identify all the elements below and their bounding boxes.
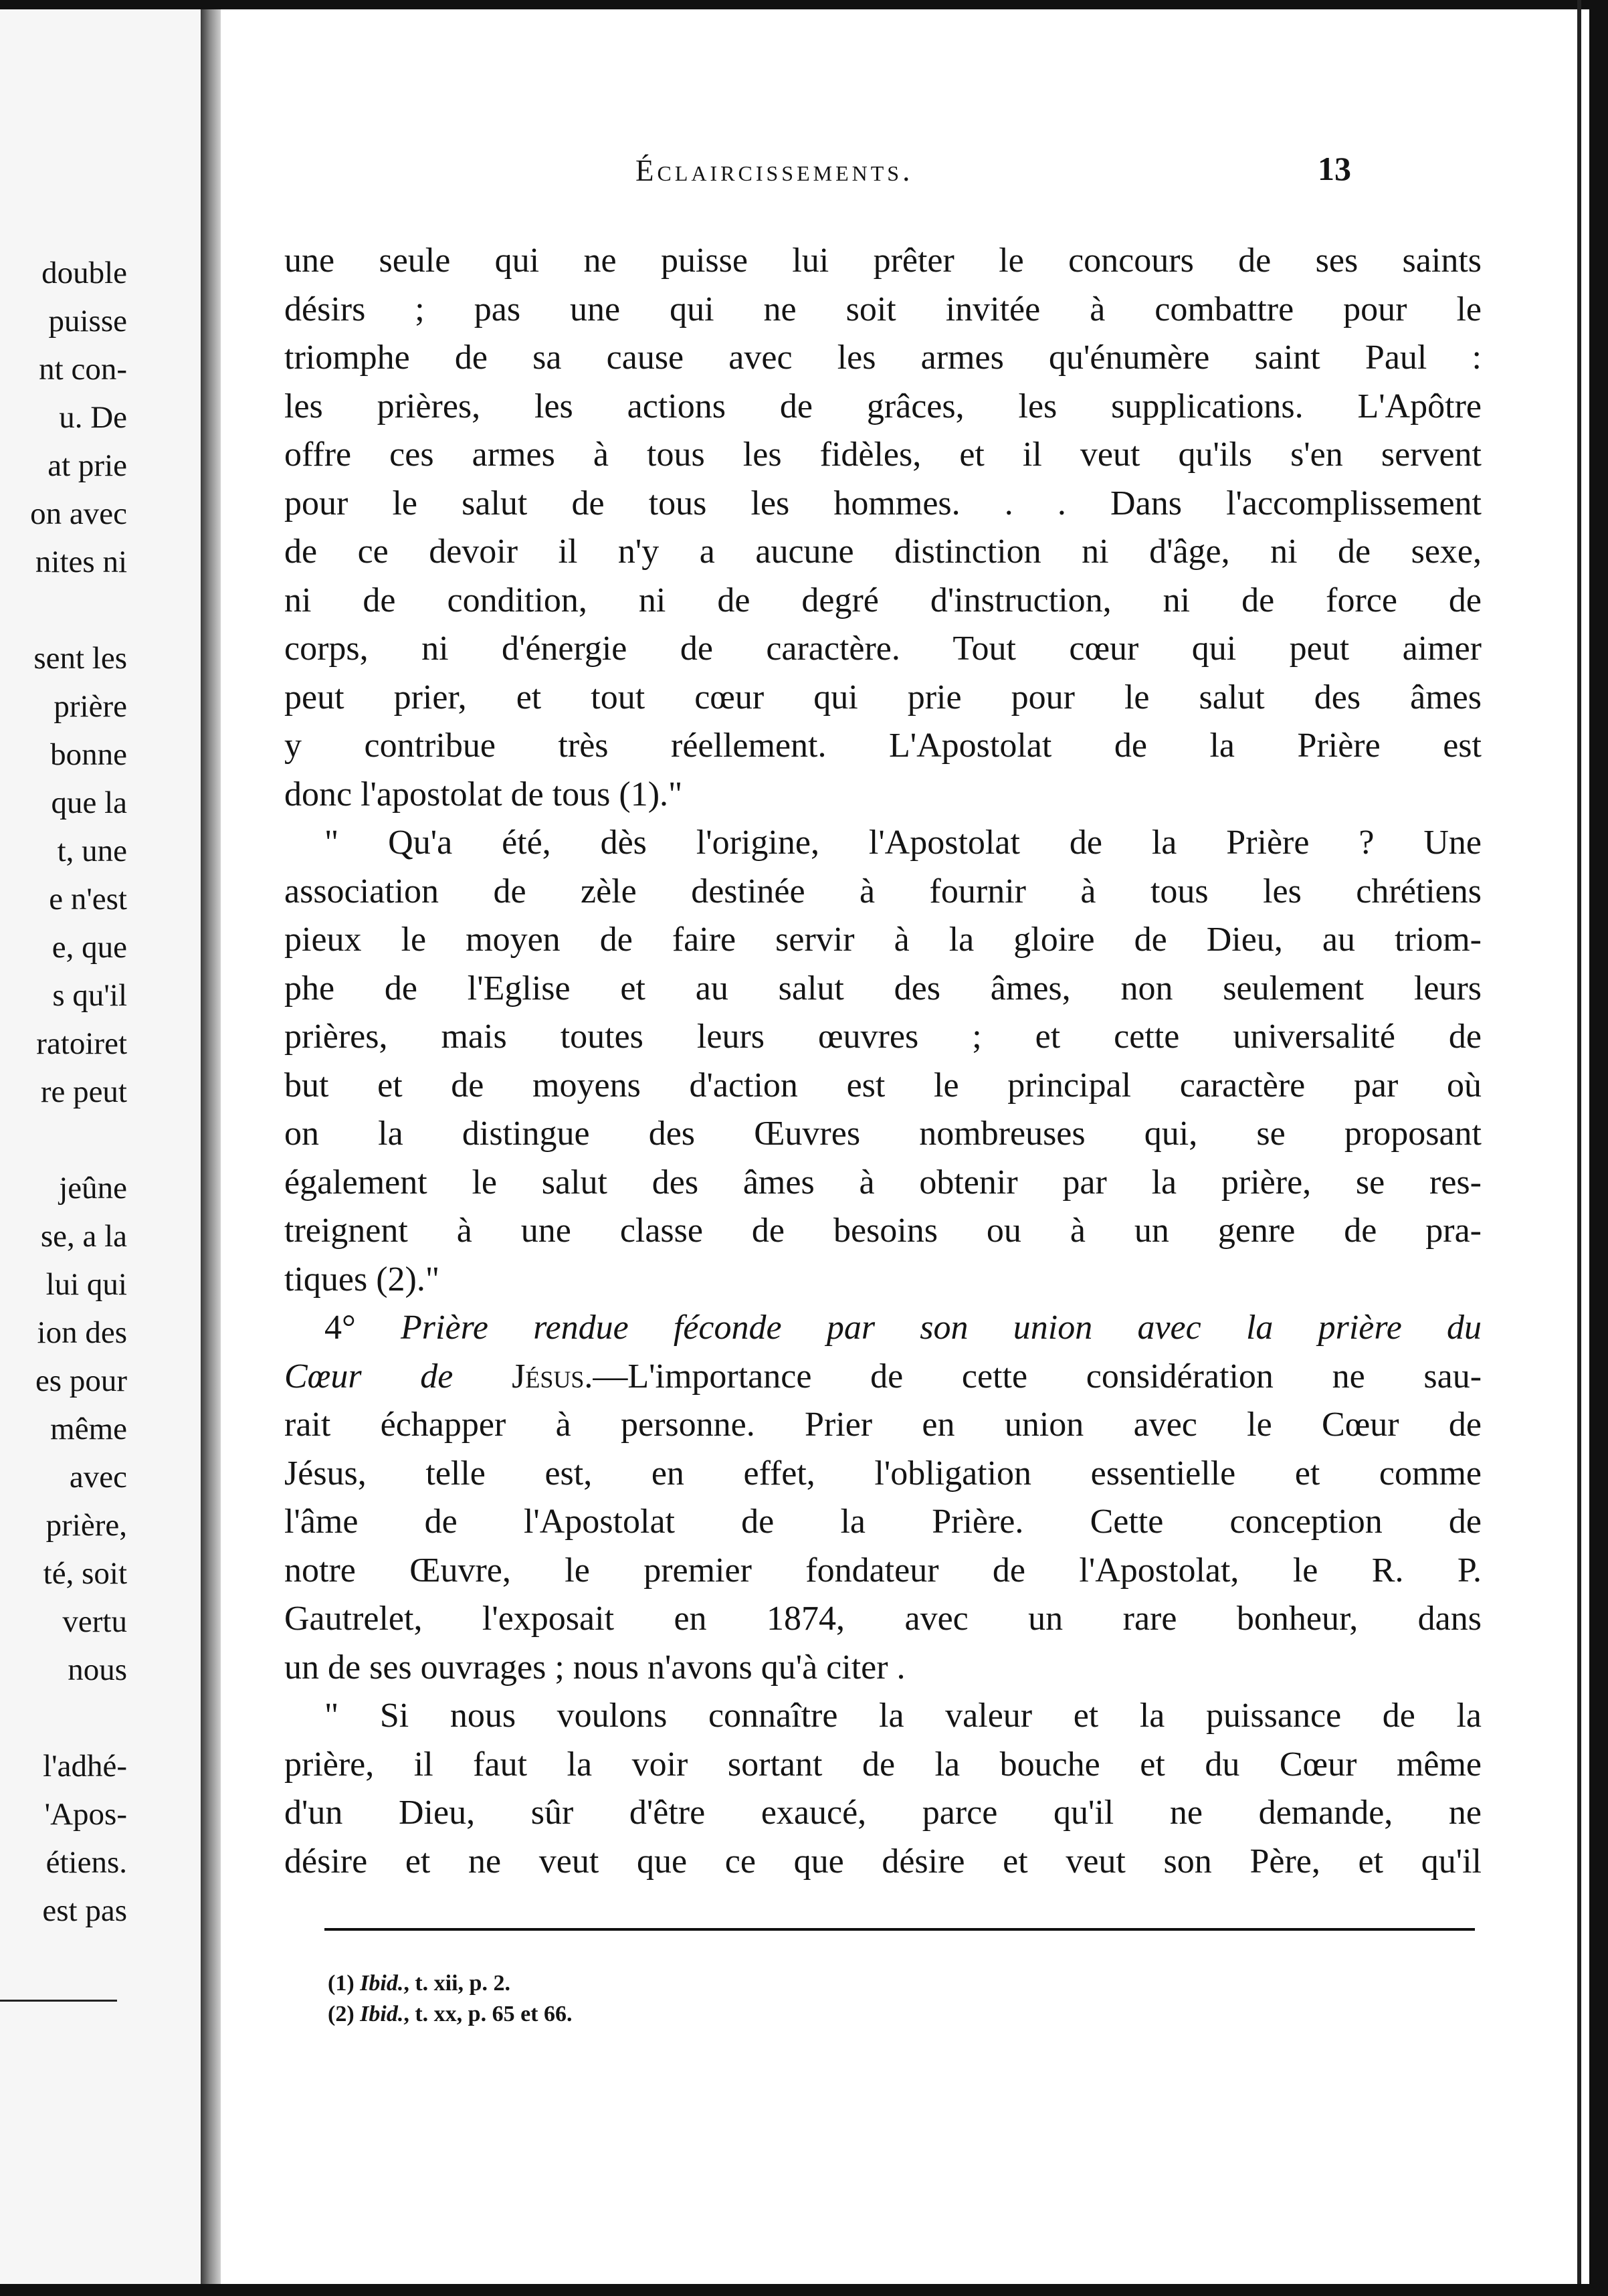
footnote-mark: (1) [328,1971,355,1996]
text-line: rait échapper à personne. Prier en union avec le Cœur de [284,1406,1482,1444]
text-line: treignent à une classe de besoins ou à un genre de pra- [284,1212,1482,1250]
facing-page-line: vertu [62,1604,127,1639]
facing-page-lines [0,249,127,1935]
facing-page-line: nt con- [39,352,127,387]
facing-page-line: prière, [45,1508,127,1543]
text-line: désirs ; pas une qui ne soit invitée à combattre pour le [284,290,1482,328]
facing-page-line: étiens. [45,1845,127,1880]
text-line: également le salut des âmes à obtenir par la prière, se res- [284,1163,1482,1202]
paragraph-block-1 [284,237,1482,1304]
text-line: phe de l'Eglise et au salut des âmes, non seulement leurs [284,969,1482,1008]
text-line: " Si nous voulons connaître la valeur et la puissance de la [324,1697,1482,1735]
text-line: un de ses ouvrages ; nous n'avons qu'à citer . [284,1648,906,1687]
text-line: pour le salut de tous les hommes. . . Dans l'accomplissement [284,484,1482,522]
text-line: triomphe de sa cause avec les armes qu'énumère saint Paul : [284,339,1482,377]
page-body [284,237,1482,1886]
text-line: prière, il faut la voir sortant de la bouche et du Cœur même [284,1745,1482,1784]
section-text-start: —L'importance de cette considération ne sau- [593,1357,1482,1396]
text-line: but et de moyens d'action est le principal caractère par où [284,1066,1482,1105]
facing-page-line: té, soit [43,1556,127,1591]
facing-page-line: ion des [37,1315,127,1350]
footnote-mark: (2) [328,2002,355,2026]
facing-page-footnote-rule [0,2000,117,2002]
footnote-2 [328,1999,573,2030]
scan-border-bottom [0,2284,1608,2296]
facing-page-line: avec [69,1460,127,1495]
facing-page-line: même [50,1412,127,1446]
facing-page-line: at prie [47,448,127,483]
facing-page-line: es pour [35,1363,127,1398]
facing-page-line: double [41,256,127,290]
text-line: offre ces armes à tous les fidèles, et il veut qu'ils s'en servent [284,436,1482,474]
facing-page-line [0,1116,127,1164]
text-line: y contribue très réellement. L'Apostolat de la Prière est [284,727,1482,765]
footnotes [328,1968,573,2030]
footnote-text: , t. xii, p. 2. [403,1971,510,1996]
facing-page-line: e n'est [49,882,127,917]
text-line: notre Œuvre, le premier fondateur de l'Apostolat, le R. P. [284,1551,1482,1590]
text-line: pieux le moyen de faire servir à la gloire de Dieu, au triom- [284,921,1482,959]
facing-page-line: lui qui [45,1267,127,1302]
facing-page-line: l'adhé- [43,1749,127,1784]
facing-page-line: que la [51,785,127,820]
facing-page-line: t, une [57,834,127,868]
facing-page-fragment [0,9,201,2284]
scan-border-line [1577,0,1581,2296]
scan-border-right [1589,0,1608,2296]
text-line: on la distingue des Œuvres nombreuses qui, se proposant [284,1115,1482,1153]
running-head: Éclaircissements. [635,154,914,187]
facing-page-line [0,586,127,634]
facing-page-line: est pas [42,1893,127,1928]
text-line: association de zèle destinée à fournir à tous les chrétiens [284,872,1482,911]
text-line: Gautrelet, l'exposait en 1874, avec un rare bonheur, dans [284,1600,1482,1638]
facing-page-line: bonne [50,737,127,772]
text-line: " Qu'a été, dès l'origine, l'Apostolat de la Prière ? Une [324,824,1482,862]
facing-page-line: e, que [52,930,127,965]
book-gutter [201,9,221,2284]
text-line: Jésus, telle est, en effet, l'obligation essentielle et comme [284,1454,1482,1493]
facing-page-line: s qu'il [52,978,127,1013]
section-title-continued: Cœur de [284,1357,454,1396]
text-line: les prières, les actions de grâces, les supplications. L'Apôtre [284,387,1482,425]
text-line: une seule qui ne puisse lui prêter le concours de ses saints [284,242,1482,280]
page-header [221,150,1579,193]
facing-page-line: u. De [59,400,127,435]
section-title: Prière rendue féconde par son union avec la prière du [401,1309,1482,1347]
text-line: l'âme de l'Apostolat de la Prière. Cette conception de [284,1503,1482,1541]
text-line: peut prier, et tout cœur qui prie pour le salut des âmes [284,678,1482,716]
footnote-ref: Ibid. [360,2002,404,2026]
facing-page-line: se, a la [40,1219,127,1254]
text-line: ni de condition, ni de degré d'instruction, ni de force de [284,581,1482,619]
footnote-ref: Ibid. [360,1971,404,1996]
text-line: prières, mais toutes leurs œuvres ; et cette universalité de [284,1018,1482,1056]
page-number: 13 [1318,150,1351,187]
facing-page-line: sent les [33,641,127,676]
facing-page-line: ratoiret [36,1026,127,1061]
text-line: tiques (2)." [284,1260,440,1299]
facing-page-line: on avec [30,496,127,531]
facing-page-line: nites ni [35,545,127,579]
facing-page-line: jeûne [59,1171,127,1206]
facing-page-line: nous [68,1652,127,1687]
facing-page-line: puisse [48,304,127,339]
facing-page-line: 'Apos- [44,1797,127,1832]
section-heading-line [284,1304,1482,1353]
book-page [221,9,1579,2284]
facing-page-line [0,1694,127,1742]
text-line: donc l'apostolat de tous (1)." [284,775,683,814]
scan-border-top [0,0,1608,9]
footnote-rule [324,1928,1475,1931]
text-line: corps, ni d'énergie de caractère. Tout cœur qui peut aimer [284,630,1482,668]
section-number: 4° [324,1309,356,1347]
footnote-text: , t. xx, p. 65 et 66. [403,2002,573,2026]
text-line: d'un Dieu, sûr d'être exaucé, parce qu'il ne demande, ne [284,1794,1482,1832]
paragraph-block-2 [284,1401,1482,1886]
facing-page-line: prière [54,689,127,724]
facing-page-line: re peut [40,1074,127,1109]
section-title-name: Jésus. [512,1357,593,1396]
section-heading-line-2 [284,1353,1482,1402]
text-line: de ce devoir il n'y a aucune distinction ni d'âge, ni de sexe, [284,533,1482,571]
footnote-1 [328,1968,573,1999]
text-line: désire et ne veut que ce que désire et veut son Père, et qu'il [284,1842,1482,1881]
